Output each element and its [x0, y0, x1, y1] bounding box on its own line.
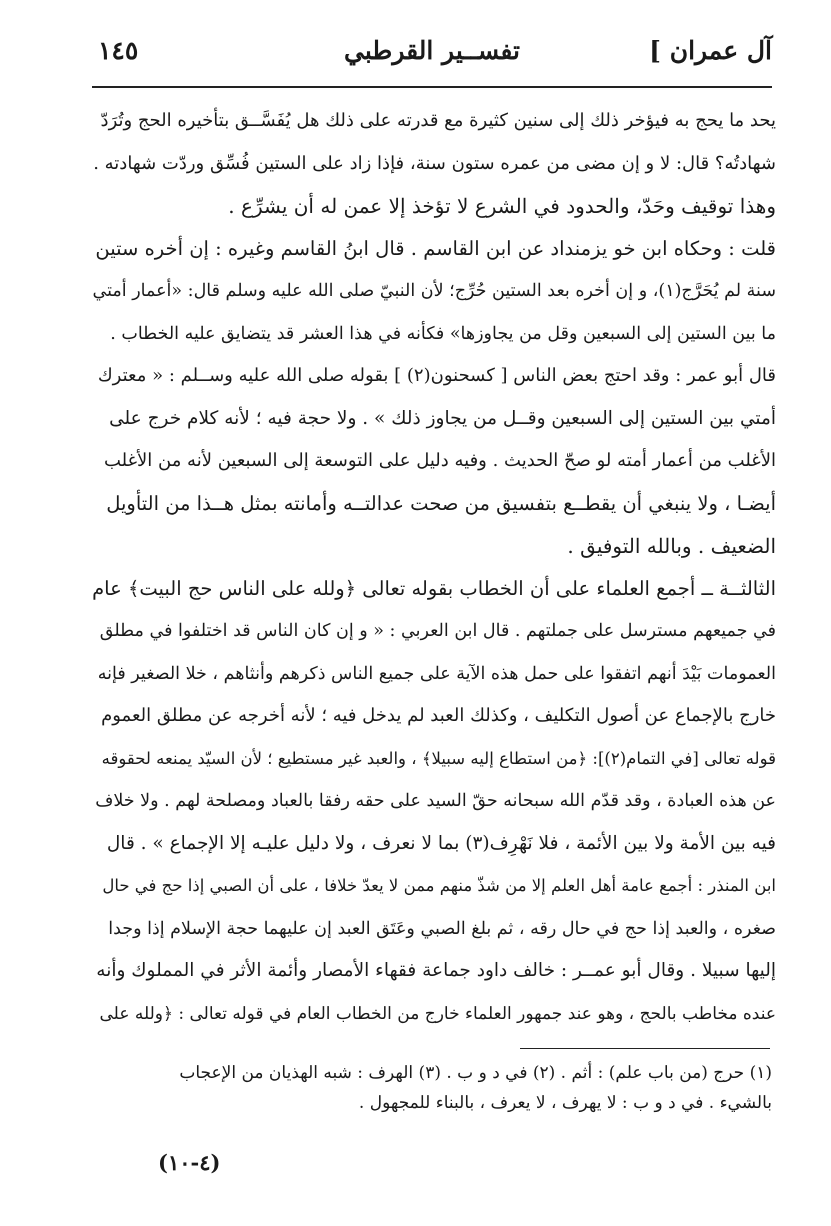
- text-line: خارج بالإجماع عن أصول التكليف ، وكذلك العبد لم يدخل فيه ؛ لأنه أخرجه عن مطلق العموم: [101, 705, 776, 726]
- text-line: أمتي بين الستين إلى السبعين وقــل من يجاوز ذلك » . ولا حجة فيه ؛ لأنه كلام خرج على: [109, 407, 776, 429]
- text-line: ابن المنذر : أجمع عامة أهل العلم إلا من شذّ منهم ممن لا يعدّ خلافا ، على أن الصبي إذا حج في حال: [102, 876, 776, 895]
- text-line: العمومات بَيْدَ أنهم اتفقوا على حمل هذه الآية على جميع الناس ذكرهم وأنثاهم ، خلا الصغير فإنه: [97, 663, 776, 684]
- text-line: ما بين الستين إلى السبعين وقل من يجاوزها» فكأنه في هذا العشر قد يتضايق عليه الخطاب .: [110, 323, 776, 344]
- footnote-line: بالشيء . في د و ب : لا يهرف ، لا يعرف ، بالبناء للمجهول .: [358, 1093, 772, 1113]
- footnote-line: (١) حرج (من باب علم) : أثم . (٢) في د و ب . (٣) الهرف : شبه الهذيان من الإعجاب: [179, 1063, 772, 1083]
- text-line: عن هذه العبادة ، وقد قدّم الله سبحانه حقّ السيد على حقه رفقا بالعباد ومصلحة لهم . ولا خلاف: [95, 791, 776, 811]
- header-rule: [92, 86, 772, 88]
- text-line: الأغلب من أعمار أمته لو صحّ الحديث . وفيه دليل على التوسعة إلى السبعين لأنه من الأغلب: [103, 450, 776, 471]
- text-line: في جميعهم مسترسل على جملتهم . قال ابن العربي : « و إن كان الناس قد اختلفوا في مطلق: [99, 621, 776, 641]
- text-line: يحد ما يحج به فيؤخر ذلك إلى سنين كثيرة مع قدرته على ذلك هل يُفَسَّــق بتأخيره الحج وتُرَدّ: [100, 110, 776, 131]
- text-line: قوله تعالى [في التمام(٢)]: ﴿من استطاع إليه سبيلا﴾ ، والعبد غير مستطيع ؛ لأن السيّد يمنعه لحقوقه: [101, 748, 776, 768]
- text-line: فيه بين الأمة ولا بين الأئمة ، فلا نَهْرِف(٣) بما لا نعرف ، ولا دليل عليـه إلا الإجماع » . قال: [106, 832, 776, 854]
- text-line: صغره ، والعبد إذا حج في حال رقه ، ثم بلغ الصبي وعَتَق العبد إن عليهما حجة الإسلام إذا وجدا: [108, 918, 776, 939]
- text-line: وهذا توقيف وحَدّ، والحدود في الشرع لا تؤخذ إلا عمن له أن يشرِّع .: [228, 194, 776, 218]
- text-line: عنده مخاطب بالحج ، وهو عند جمهور العلماء خارج من الخطاب العام في قوله تعالى : ﴿ولله على: [99, 1003, 776, 1024]
- text-line: قلت : وحكاه ابن خو يزمنداد عن ابن القاسم . قال ابنُ القاسم وغيره : إن أخره ستين: [95, 236, 776, 260]
- surah-name: آل عمران ]: [649, 36, 772, 65]
- signature-mark: (٤-١٠): [158, 1150, 221, 1175]
- text-line: إليها سبيلا . وقال أبو عمــر : خالف داود جماعة فقهاء الأمصار وأئمة الأثر في المملوك وأنه: [96, 960, 776, 981]
- text-line: قال أبو عمر : وقد احتج بعض الناس [ كسحنون(٢) ] بقوله صلى الله عليه وســلم : « معترك: [97, 365, 776, 386]
- book-title: تفســير القرطبي: [344, 36, 520, 65]
- main-text: [92, 100, 776, 1035]
- text-line: الضعيف . وبالله التوفيق .: [567, 534, 776, 558]
- running-header: [92, 30, 772, 82]
- text-line: الثالثــة ــ أجمع العلماء على أن الخطاب بقوله تعالى ﴿ولله على الناس حج البيت﴾ عام: [92, 576, 776, 600]
- footnote-rule: [520, 1048, 770, 1049]
- footnotes: [92, 1058, 772, 1118]
- page-number: ١٤٥: [98, 36, 139, 65]
- text-line: سنة لم يُحَرَّج(١)، و إن أخره بعد الستين حُرِّج؛ لأن النبيّ صلى الله عليه وسلم قال: «أعمار أمتي: [92, 281, 776, 301]
- text-line: شهادتُه؟ قال: لا و إن مضى من عمره ستون سنة، فإذا زاد على الستين فُسِّق وردّت شهادته .: [93, 152, 776, 174]
- text-line: أيضـا ، ولا ينبغي أن يقطــع بتفسيق من صحت عدالتــه وأمانته بمثل هــذا من التأويل: [106, 491, 776, 515]
